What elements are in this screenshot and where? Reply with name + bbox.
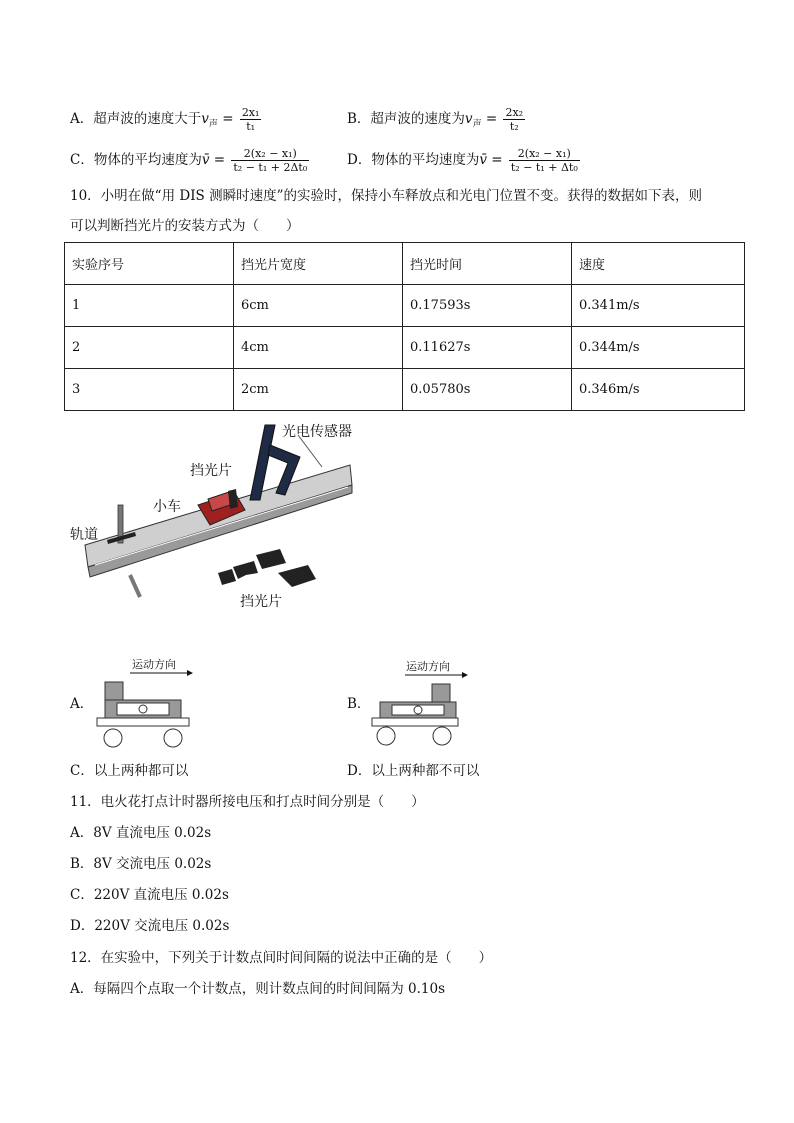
q9-option-b: B．超声波的速度为$v_声$ = $\frac{\text{2x₂}}{\text{t₂}}$ <box>347 106 524 133</box>
q9-a-fraction <box>240 106 262 133</box>
q9-b-fraction <box>503 106 525 133</box>
table-cell: 0.341m/s <box>572 285 745 327</box>
q9-d-lhs: v̄ <box>479 152 487 168</box>
q10-data-table <box>64 242 745 411</box>
q9-option-d: D．物体的平均速度为v̄ = $\frac{\text{2(x₂ − x₁)}}{\text{t₂ − t₁ + Δt₀}}$ <box>347 147 578 174</box>
wheel <box>377 727 395 745</box>
cart-dot <box>414 706 422 714</box>
q11-option-b: B．8V 交流电压 0.02s <box>70 856 212 872</box>
wheel <box>433 727 451 745</box>
table-cell: 0.17593s <box>403 285 572 327</box>
cart-dot <box>139 705 147 713</box>
q10-option-d: D．以上两种都不可以 <box>347 763 480 779</box>
table-row <box>65 327 745 369</box>
wheel <box>104 729 122 747</box>
table-cell: 1 <box>65 285 234 327</box>
q11-option-c: C．220V 直流电压 0.02s <box>70 887 229 903</box>
q10-option-c: C．以上两种都可以 <box>70 763 189 779</box>
option-b-direction-label: 运动方向 <box>406 660 450 673</box>
cart-base <box>372 718 458 726</box>
q9-a-lhs: v <box>201 111 209 127</box>
q9-option-d-text: D．物体的平均速度为 <box>347 152 480 168</box>
q10-option-b-letter: B． <box>347 696 371 712</box>
table-cell: 2 <box>65 327 234 369</box>
table-header-cell: 实验序号 <box>65 243 234 285</box>
q9-c-den: t₂ − t₁ + 2Δt₀ <box>233 161 308 174</box>
q9-a-sub: 声 <box>208 119 218 130</box>
arrow-head <box>187 670 193 676</box>
q9-a-num: 2x₁ <box>241 106 260 119</box>
q9-b-den: t₂ <box>509 120 519 133</box>
table-row <box>65 369 745 411</box>
table-cell: 0.346m/s <box>572 369 745 411</box>
q10-stem-line1: 10．小明在做“用 DIS 测瞬时速度”的实验时，保持小车释放点和光电门位置不变。获得的数据如下表，则 <box>70 188 702 204</box>
wheel <box>164 729 182 747</box>
cart-diagram-b <box>370 672 470 752</box>
q9-b-lhs: v <box>464 111 473 127</box>
arrow-head <box>462 672 468 678</box>
table-cell: 3 <box>65 369 234 411</box>
loose-flag <box>256 549 286 569</box>
label-flag: 挡光片 <box>190 463 232 479</box>
q9-c-fraction <box>231 147 309 174</box>
table-row <box>65 285 745 327</box>
table-cell: 0.11627s <box>403 327 572 369</box>
loose-flag <box>218 569 236 585</box>
option-a-direction-label: 运动方向 <box>132 658 176 671</box>
q9-b-sub: 声 <box>472 119 482 130</box>
table-cell: 2cm <box>234 369 403 411</box>
q9-b-num: 2x₂ <box>505 106 524 119</box>
leg-rod <box>130 575 140 597</box>
q10-option-a-letter: A． <box>70 696 94 712</box>
q9-a-den: t₁ <box>246 120 256 133</box>
q9-c-num: 2(x₂ − x₁) <box>231 147 309 161</box>
loose-flag <box>278 565 316 587</box>
flag-block <box>432 684 450 702</box>
table-cell: 4cm <box>234 327 403 369</box>
loose-flag <box>233 561 258 579</box>
label-sensor: 光电传感器 <box>282 424 352 440</box>
table-header-row <box>65 243 745 285</box>
q9-d-den: t₂ − t₁ + Δt₀ <box>510 161 578 174</box>
q9-option-a-text: A．超声波的速度大于 <box>70 111 202 127</box>
cart-base <box>97 718 189 726</box>
table-header-cell: 挡光时间 <box>403 243 572 285</box>
label-track: 轨道 <box>70 527 98 543</box>
table-header-cell: 速度 <box>572 243 745 285</box>
q11-stem: 11．电火花打点计时器所接电压和打点时间分别是（ ） <box>70 794 425 810</box>
q9-d-fraction <box>509 147 580 174</box>
table-cell: 0.05780s <box>403 369 572 411</box>
cart-diagram-a <box>95 670 195 750</box>
q9-d-num: 2(x₂ − x₁) <box>509 147 580 161</box>
q9-option-c: C．物体的平均速度为v̄ = $\frac{\text{2(x₂ − x₁)}}{\text{t₂ − t₁ + 2Δt₀}}$ <box>70 147 308 174</box>
table-cell: 6cm <box>234 285 403 327</box>
table-cell: 0.344m/s <box>572 327 745 369</box>
q9-c-lhs: v̄ <box>201 152 210 168</box>
q9-option-c-text: C．物体的平均速度为 <box>70 152 202 168</box>
q10-stem-line2: 可以判断挡光片的安装方式为（ ） <box>70 218 300 234</box>
flag-block <box>105 682 123 700</box>
q9-option-b-text: B．超声波的速度为 <box>347 111 465 127</box>
q12-option-a: A．每隔四个点取一个计数点，则计数点间的时间间隔为 0.10s <box>70 981 446 997</box>
q12-stem: 12．在实验中，下列关于计数点间时间间隔的说法中正确的是（ ） <box>70 950 493 966</box>
q11-option-d: D．220V 交流电压 0.02s <box>70 918 230 934</box>
q9-option-a: A．超声波的速度大于$v_声$ = $\frac{\text{2x₁}}{\text{t₁}}$ <box>70 106 260 133</box>
label-cart: 小车 <box>153 499 181 515</box>
table-header-cell: 挡光片宽度 <box>234 243 403 285</box>
label-loose-flags: 挡光片 <box>240 594 282 610</box>
q11-option-a: A．8V 直流电压 0.02s <box>70 825 212 841</box>
apparatus-figure <box>60 415 380 615</box>
